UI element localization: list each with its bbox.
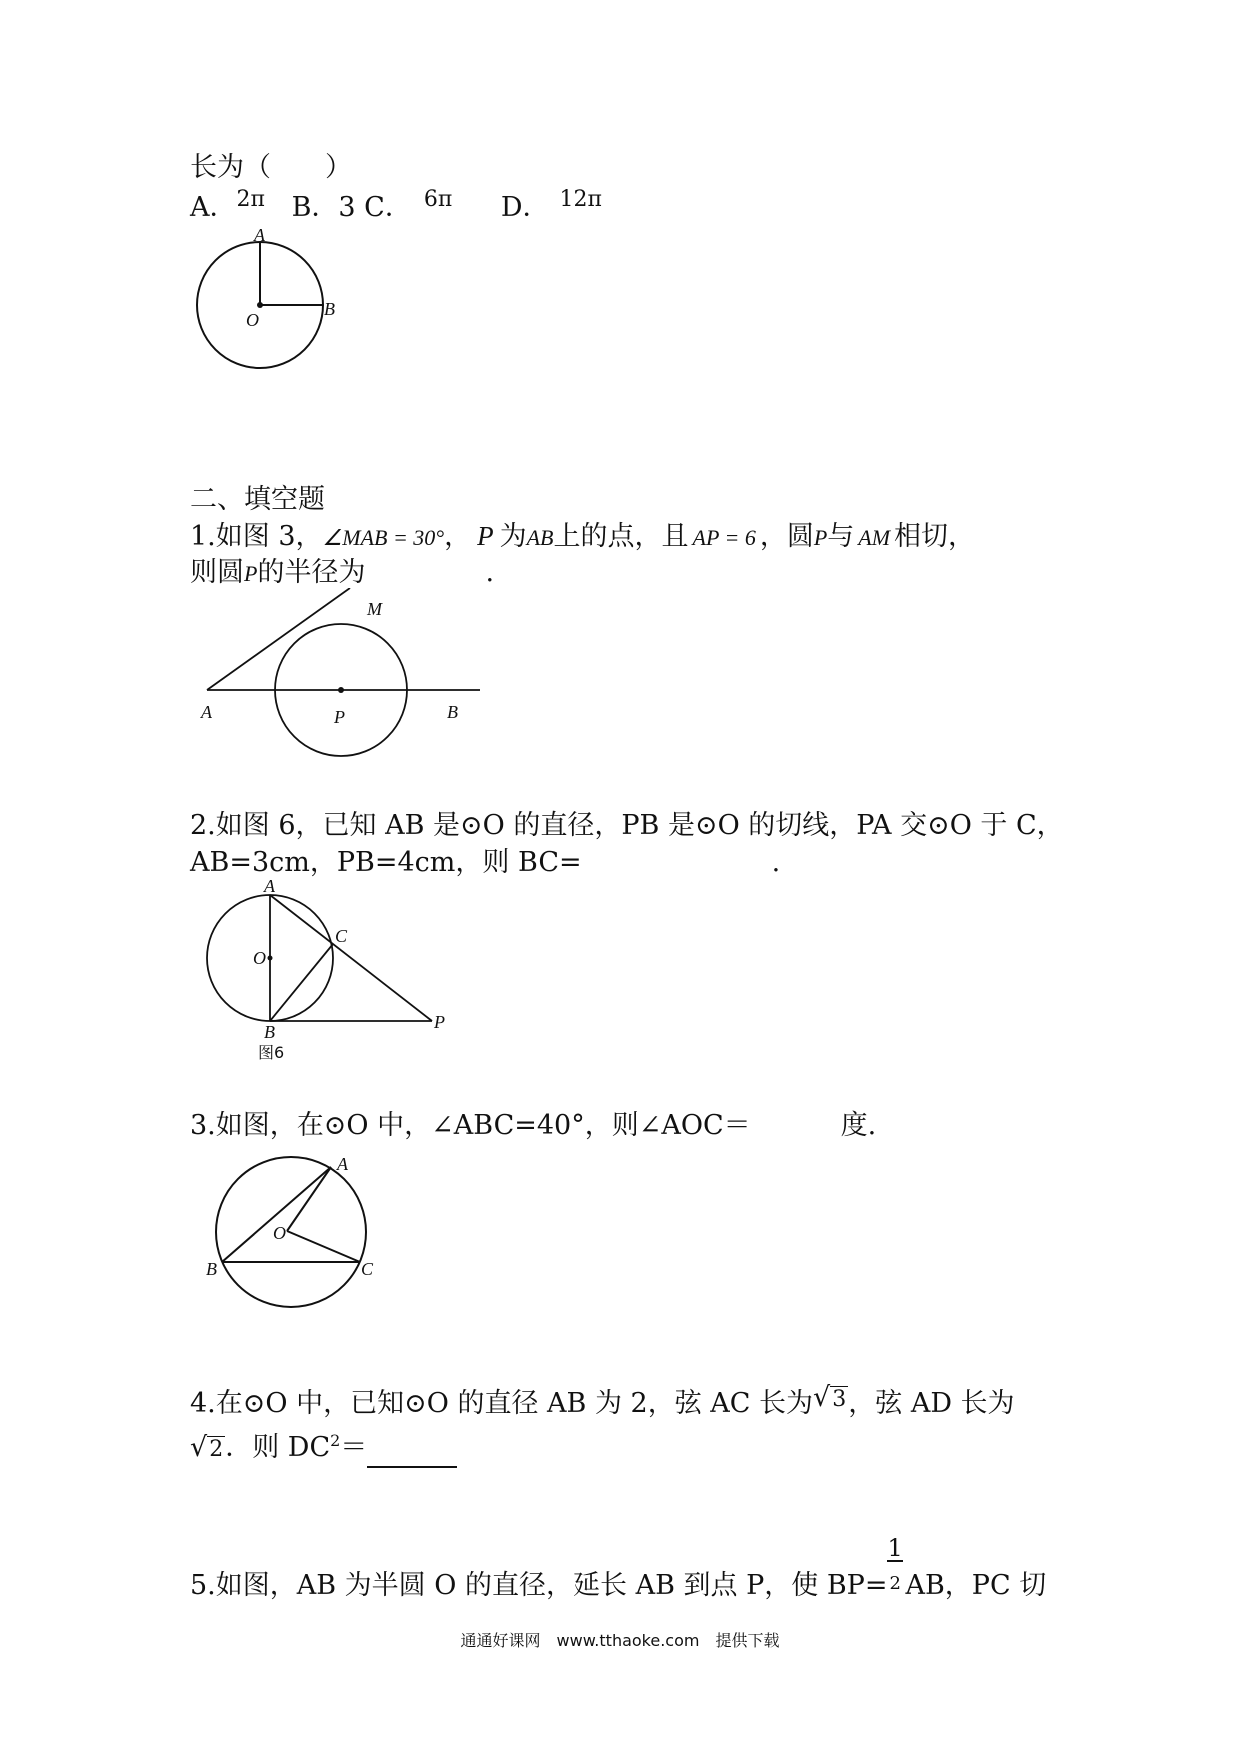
label-a: A bbox=[201, 702, 212, 722]
label-m: M bbox=[367, 599, 382, 619]
figure-caption: 图6 bbox=[258, 1043, 285, 1062]
tangent-triangle-figure bbox=[200, 880, 460, 1070]
q1-line1: 1.如图 3，∠MAB = 30°， P 为AB上的点，且 AP = 6 ，圆P与 AM 相切， bbox=[190, 521, 976, 552]
inscribed-angle-figure bbox=[200, 1150, 390, 1320]
label-a: A bbox=[264, 880, 275, 896]
q5-line1: 5.如图，AB 为半圆 O 的直径，延长 AB 到点 P，使 BP= $\frac{1}{2}$ AB，PC 切 bbox=[190, 1568, 1046, 1604]
label-b: B bbox=[324, 299, 335, 319]
label-b: B bbox=[447, 702, 458, 722]
label-b: B bbox=[264, 1022, 275, 1042]
fraction-one-half: $\frac{1}{2}$ bbox=[887, 1534, 903, 1594]
tangent-circle-figure bbox=[195, 588, 485, 758]
label-o: O bbox=[273, 1223, 286, 1243]
circle-oab-figure bbox=[190, 225, 350, 370]
sqrt-3: √3 bbox=[813, 1382, 847, 1413]
q3-line1: 3.如图，在⊙O 中，∠ABC=40°，则∠AOC＝ 度. bbox=[190, 1110, 877, 1141]
label-b: B bbox=[206, 1259, 217, 1279]
section-title: 二、填空题 bbox=[190, 484, 325, 515]
prev-question-options: A．$^{2\pi}$ B．3 C． $^{6\pi}$ D． $^{12\pi}$ bbox=[190, 187, 602, 223]
label-a: A bbox=[337, 1154, 348, 1174]
q4-answer-blank[interactable] bbox=[367, 1440, 457, 1468]
page-footer: 通通好课网 www.tthaoke.com 提供下载 bbox=[460, 1631, 780, 1650]
label-a: A bbox=[254, 225, 265, 245]
q4-line2: √2．则 $DC^2=$ bbox=[190, 1423, 457, 1468]
label-p: P bbox=[334, 707, 345, 727]
label-c: C bbox=[361, 1259, 374, 1279]
q1-line2: 则圆P的半径为 . bbox=[190, 557, 495, 588]
prev-question-stem: 长为（ ） bbox=[190, 152, 352, 183]
label-p: P bbox=[434, 1012, 445, 1032]
q4-line1: 4.在⊙O 中，已知⊙O 的直径 AB 为 2，弦 AC 长为√3，弦 AD 长为 bbox=[190, 1382, 1015, 1419]
label-c: C bbox=[335, 926, 348, 946]
label-o: O bbox=[253, 948, 266, 968]
sqrt-2: √2 bbox=[190, 1432, 224, 1463]
q2-line1: 2.如图 6，已知 AB 是⊙O 的直径，PB 是⊙O 的切线，PA 交⊙O 于 C， bbox=[190, 810, 1064, 841]
q2-line2: AB=3cm，PB=4cm，则 BC= . bbox=[190, 847, 781, 878]
label-o: O bbox=[246, 310, 259, 330]
